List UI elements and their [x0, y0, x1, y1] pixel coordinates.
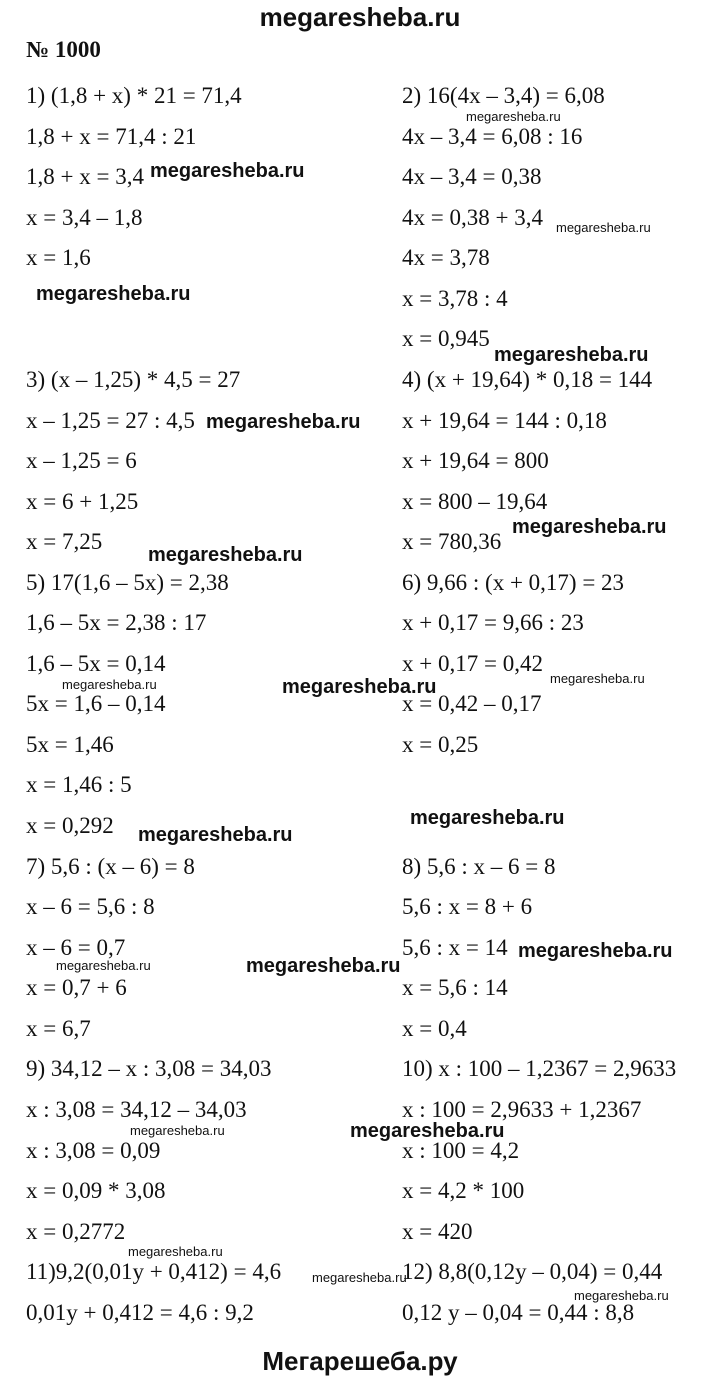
equation-line: 5x = 1,46	[26, 732, 114, 757]
equation-line: x + 0,17 = 0,42	[402, 651, 543, 676]
watermark: megaresheba.ru	[282, 676, 437, 698]
watermark: megaresheba.ru	[62, 677, 157, 692]
watermark: megaresheba.ru	[410, 807, 565, 829]
equation-line: 4x – 3,4 = 6,08 : 16	[402, 124, 583, 149]
watermark: megaresheba.ru	[36, 283, 191, 305]
equation-line: x – 1,25 = 6	[26, 448, 137, 473]
watermark: megaresheba.ru	[494, 344, 649, 366]
equation-line: x = 4,2 * 100	[402, 1178, 525, 1203]
equation-line: 1,8 + x = 3,4	[26, 164, 144, 189]
equation-line: x : 3,08 = 0,09	[26, 1138, 161, 1163]
watermark: megaresheba.ru	[246, 955, 401, 977]
equation-line: 1,6 – 5x = 2,38 : 17	[26, 610, 207, 635]
watermark: megaresheba.ru	[138, 824, 293, 846]
task-number: № 1000	[26, 37, 101, 62]
equation-line: x = 3,4 – 1,8	[26, 205, 143, 230]
equation-line: x = 5,6 : 14	[402, 975, 508, 1000]
equation-line: x = 0,2772	[26, 1219, 126, 1244]
equation-line: x = 0,7 + 6	[26, 975, 127, 1000]
equation-line: x + 19,64 = 800	[402, 448, 549, 473]
watermark: megaresheba.ru	[550, 671, 645, 686]
site-header: megaresheba.ru	[259, 2, 461, 32]
equation-line: x = 0,945	[402, 326, 490, 351]
equation-line: 4) (x + 19,64) * 0,18 = 144	[402, 367, 653, 392]
equation-line: x = 0,292	[26, 813, 114, 838]
site-footer: Мегарешеба.ру	[262, 1346, 458, 1376]
equation-line: 10) x : 100 – 1,2367 = 2,9633	[402, 1056, 677, 1081]
equation-line: x + 0,17 = 9,66 : 23	[402, 610, 584, 635]
equation-line: 2) 16(4x – 3,4) = 6,08	[402, 83, 605, 108]
watermark: megaresheba.ru	[206, 411, 361, 433]
equation-line: 6) 9,66 : (x + 0,17) = 23	[402, 570, 625, 595]
equation-line: x = 420	[402, 1219, 473, 1244]
equation-line: x = 1,46 : 5	[26, 772, 132, 797]
equation-line: 0,01y + 0,412 = 4,6 : 9,2	[26, 1300, 254, 1325]
watermark: megaresheba.ru	[56, 958, 151, 973]
watermark: megaresheba.ru	[556, 220, 651, 235]
watermark: megaresheba.ru	[312, 1270, 407, 1285]
equation-line: x – 1,25 = 27 : 4,5	[26, 408, 195, 433]
equation-line: x = 0,42 – 0,17	[402, 691, 542, 716]
equation-line: 4x = 0,38 + 3,4	[402, 205, 543, 230]
equation-line: x = 6 + 1,25	[26, 489, 139, 514]
equation-line: 1) (1,8 + x) * 21 = 71,4	[26, 83, 242, 108]
equation-line: 7) 5,6 : (x – 6) = 8	[26, 854, 195, 879]
equation-line: 0,12 y – 0,04 = 0,44 : 8,8	[402, 1300, 635, 1325]
equation-line: 5,6 : x = 8 + 6	[402, 894, 533, 919]
watermark: megaresheba.ru	[518, 940, 673, 962]
equation-line: x – 6 = 0,7	[26, 935, 126, 960]
equation-line: x = 7,25	[26, 529, 103, 554]
equation-line: 1,6 – 5x = 0,14	[26, 651, 166, 676]
equation-line: x = 800 – 19,64	[402, 489, 548, 514]
watermark: megaresheba.ru	[350, 1120, 505, 1142]
equation-line: 5) 17(1,6 – 5x) = 2,38	[26, 570, 229, 595]
equation-line: 4x – 3,4 = 0,38	[402, 164, 542, 189]
equation-line: x = 0,25	[402, 732, 479, 757]
equation-line: 4x = 3,78	[402, 245, 490, 270]
equation-line: x = 780,36	[402, 529, 502, 554]
equation-line: 11)9,2(0,01y + 0,412) = 4,6	[26, 1259, 282, 1284]
equation-line: 3) (x – 1,25) * 4,5 = 27	[26, 367, 241, 392]
watermark: megaresheba.ru	[128, 1244, 223, 1259]
watermark: megaresheba.ru	[148, 544, 303, 566]
equation-line: x = 1,6	[26, 245, 91, 270]
equation-line: 8) 5,6 : x – 6 = 8	[402, 854, 556, 879]
equation-line: x : 3,08 = 34,12 – 34,03	[26, 1097, 247, 1122]
equation-line: 5,6 : x = 14	[402, 935, 508, 960]
equation-line: x = 0,4	[402, 1016, 467, 1041]
equation-line: 5x = 1,6 – 0,14	[26, 691, 166, 716]
equation-line: x = 3,78 : 4	[402, 286, 508, 311]
equation-line: x : 100 = 4,2	[402, 1138, 520, 1163]
watermark: megaresheba.ru	[574, 1288, 669, 1303]
equation-line: 12) 8,8(0,12y – 0,04) = 0,44	[402, 1259, 663, 1284]
equation-line: x = 0,09 * 3,08	[26, 1178, 166, 1203]
equation-line: 9) 34,12 – x : 3,08 = 34,03	[26, 1056, 272, 1081]
watermark: megaresheba.ru	[466, 109, 561, 124]
watermark: megaresheba.ru	[130, 1123, 225, 1138]
equation-line: x = 6,7	[26, 1016, 91, 1041]
equation-line: x – 6 = 5,6 : 8	[26, 894, 155, 919]
equation-line: 1,8 + x = 71,4 : 21	[26, 124, 197, 149]
watermark: megaresheba.ru	[150, 160, 305, 182]
watermark: megaresheba.ru	[512, 516, 667, 538]
equation-line: x + 19,64 = 144 : 0,18	[402, 408, 607, 433]
equation-line: x : 100 = 2,9633 + 1,2367	[402, 1097, 642, 1122]
